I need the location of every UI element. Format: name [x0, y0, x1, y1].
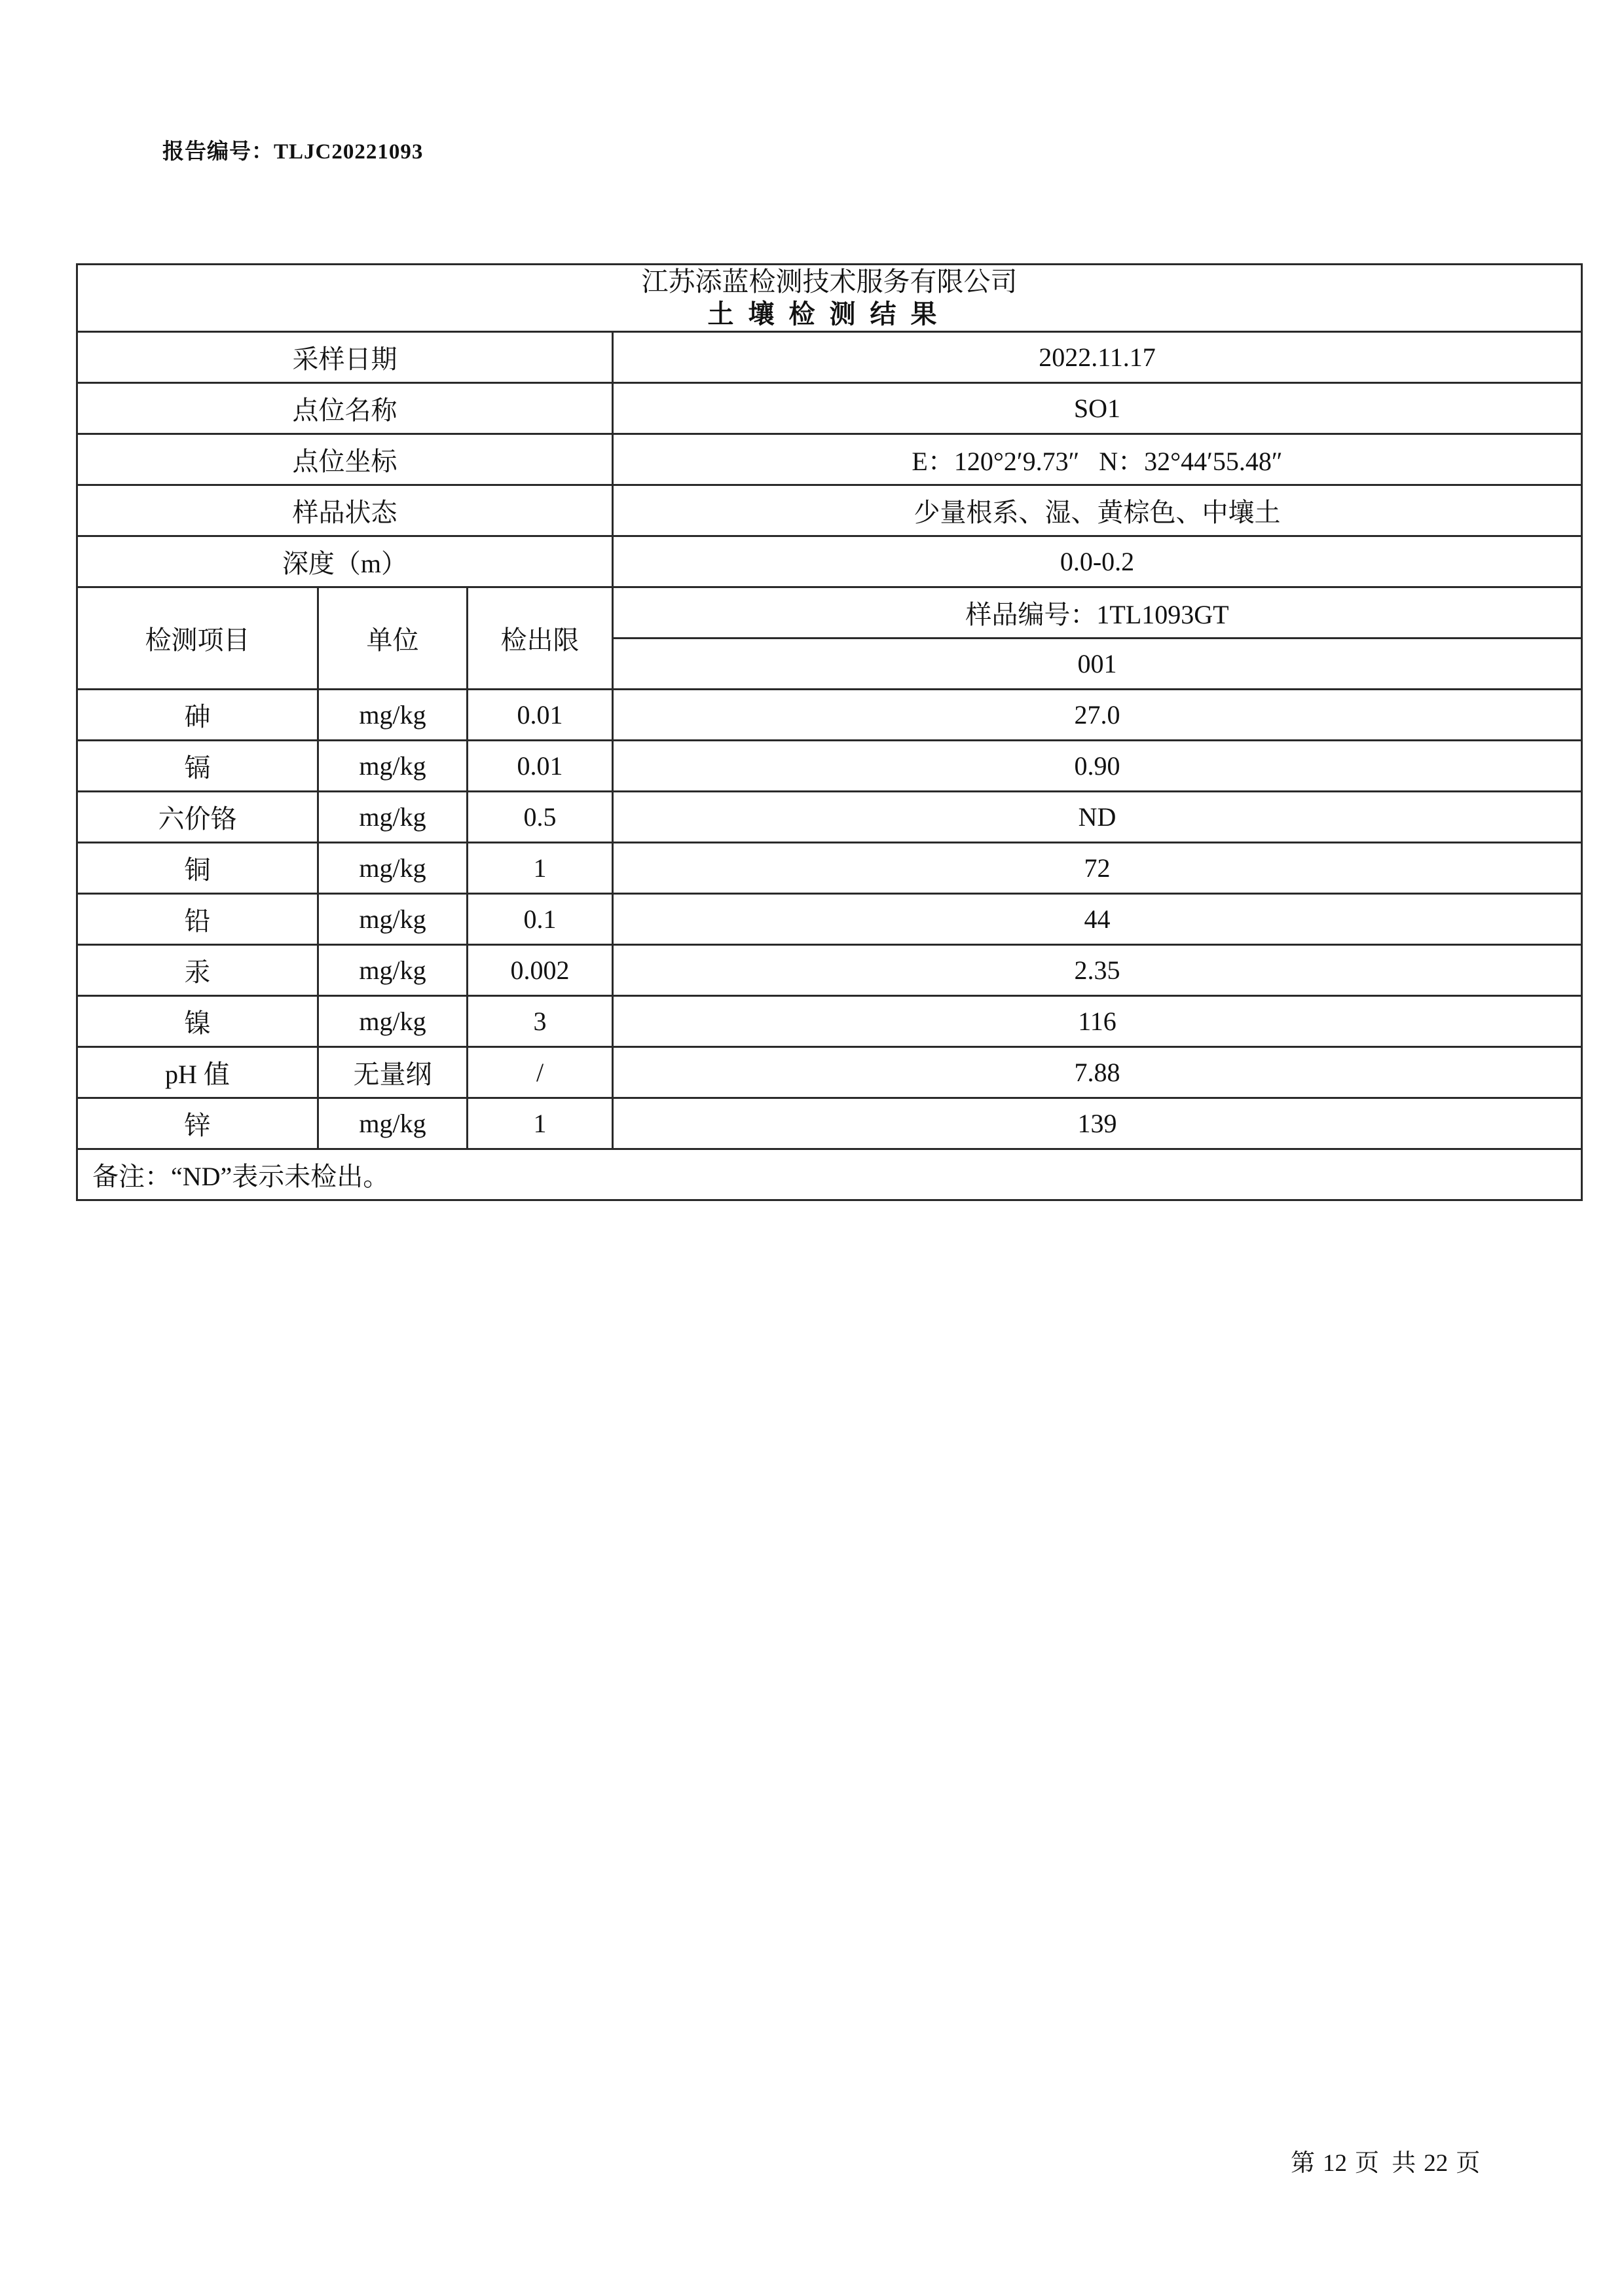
soil-results-table — [76, 263, 1583, 1201]
table-row — [77, 894, 1582, 945]
info-label: 深度（m） — [77, 536, 613, 587]
company-name: 江苏添蓝检测技术服务有限公司 — [641, 267, 1018, 297]
cell-value: 44 — [613, 894, 1582, 945]
info-value: 0.0-0.2 — [613, 536, 1582, 587]
cell-limit: 0.01 — [468, 690, 613, 741]
info-row — [77, 383, 1582, 434]
cell-value: ND — [613, 792, 1582, 843]
report-number-value: TLJC20221093 — [274, 140, 424, 164]
cell-unit: mg/kg — [318, 690, 468, 741]
column-header-unit: 单位 — [318, 587, 468, 690]
table-caption-row — [77, 265, 1582, 332]
table-row — [77, 843, 1582, 894]
report-number — [162, 134, 423, 165]
cell-limit: 0.1 — [468, 894, 613, 945]
cell-value: 139 — [613, 1098, 1582, 1149]
cell-unit: mg/kg — [318, 741, 468, 792]
cell-item: 六价铬 — [77, 792, 318, 843]
cell-item: 砷 — [77, 690, 318, 741]
footer-suffix: 页 — [1456, 2150, 1481, 2177]
cell-value: 27.0 — [613, 690, 1582, 741]
cell-item: 汞 — [77, 945, 318, 996]
table-title: 土壤检测结果 — [707, 299, 951, 329]
table-caption — [77, 265, 1582, 332]
table-row — [77, 1098, 1582, 1149]
table-row — [77, 741, 1582, 792]
cell-unit: mg/kg — [318, 1098, 468, 1149]
info-value: 少量根系、湿、黄棕色、中壤土 — [613, 485, 1582, 536]
cell-item: 铅 — [77, 894, 318, 945]
table-row — [77, 945, 1582, 996]
cell-limit: 0.002 — [468, 945, 613, 996]
cell-unit: mg/kg — [318, 894, 468, 945]
table-row — [77, 792, 1582, 843]
info-value: E：120°2′9.73″ N：32°44′55.48″ — [613, 434, 1582, 485]
total-pages: 22 — [1424, 2150, 1449, 2177]
info-label: 点位坐标 — [77, 434, 613, 485]
column-header-sample-no: 样品编号：1TL1093GT — [613, 587, 1582, 639]
cell-unit: 无量纲 — [318, 1047, 468, 1098]
info-label: 样品状态 — [77, 485, 613, 536]
cell-item: 锌 — [77, 1098, 318, 1149]
cell-unit: mg/kg — [318, 996, 468, 1047]
cell-item: 镍 — [77, 996, 318, 1047]
cell-unit: mg/kg — [318, 843, 468, 894]
info-value: 2022.11.17 — [613, 332, 1582, 383]
cell-limit: 3 — [468, 996, 613, 1047]
column-header-sample-sub: 001 — [613, 639, 1582, 690]
page-number: 12 — [1323, 2150, 1347, 2177]
footer-mid: 页 共 — [1355, 2150, 1416, 2177]
footer-prefix: 第 — [1291, 2150, 1315, 2177]
cell-limit: / — [468, 1047, 613, 1098]
cell-item: 镉 — [77, 741, 318, 792]
table-note: 备注：“ND”表示未检出。 — [77, 1149, 1582, 1200]
cell-value: 7.88 — [613, 1047, 1582, 1098]
info-label: 采样日期 — [77, 332, 613, 383]
cell-item: pH 值 — [77, 1047, 318, 1098]
report-number-label: 报告编号： — [162, 138, 274, 164]
info-row — [77, 536, 1582, 587]
cell-limit: 0.01 — [468, 741, 613, 792]
info-row — [77, 332, 1582, 383]
info-value: SO1 — [613, 383, 1582, 434]
table-row — [77, 1047, 1582, 1098]
note-row — [77, 1149, 1582, 1200]
cell-limit: 1 — [468, 843, 613, 894]
page-footer — [1287, 2143, 1484, 2178]
column-header-item: 检测项目 — [77, 587, 318, 690]
cell-value: 0.90 — [613, 741, 1582, 792]
cell-item: 铜 — [77, 843, 318, 894]
cell-unit: mg/kg — [318, 945, 468, 996]
cell-value: 116 — [613, 996, 1582, 1047]
cell-value: 2.35 — [613, 945, 1582, 996]
cell-limit: 0.5 — [468, 792, 613, 843]
cell-value: 72 — [613, 843, 1582, 894]
table-row — [77, 996, 1582, 1047]
info-label: 点位名称 — [77, 383, 613, 434]
info-row — [77, 485, 1582, 536]
column-header-row — [77, 587, 1582, 639]
cell-unit: mg/kg — [318, 792, 468, 843]
info-row — [77, 434, 1582, 485]
table-row — [77, 690, 1582, 741]
column-header-limit: 检出限 — [468, 587, 613, 690]
cell-limit: 1 — [468, 1098, 613, 1149]
